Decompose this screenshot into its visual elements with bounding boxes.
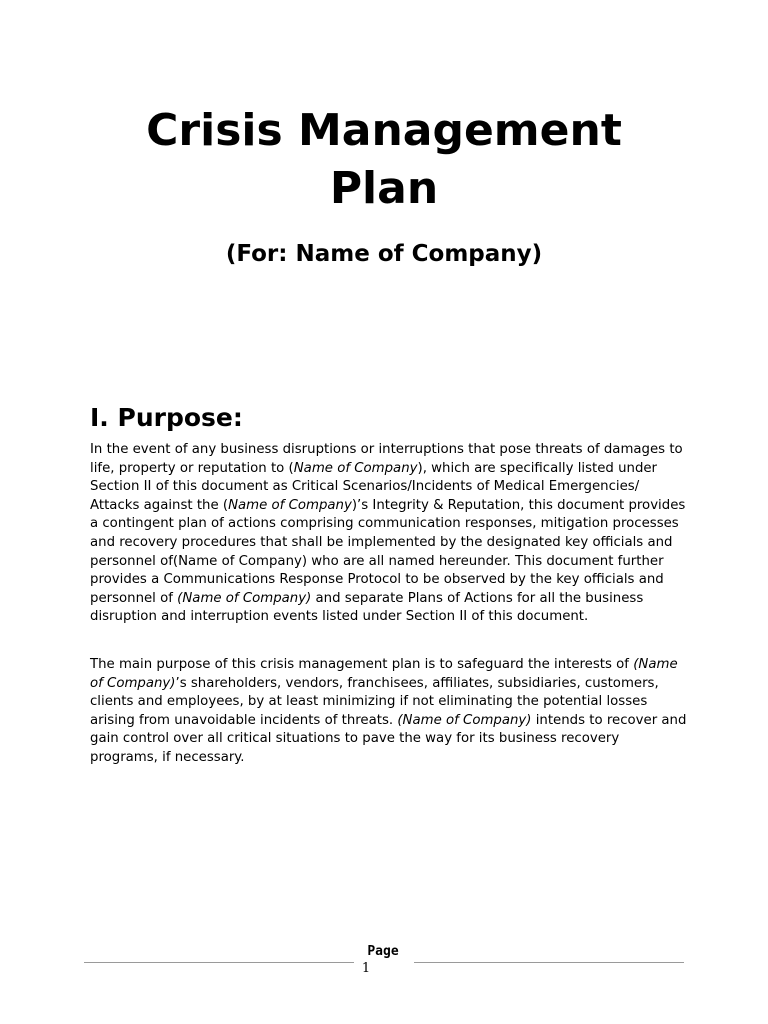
paragraph-text: The main purpose of this crisis management plan is to safeguard the interests of bbox=[90, 657, 634, 672]
paragraph-text: and separate Plans of Actions for all the business disruption and interruption events listed under Section II of this document. bbox=[90, 590, 644, 625]
page-subtitle: (For: Name of Company) bbox=[225, 241, 543, 267]
purpose-paragraph-1 bbox=[90, 441, 690, 627]
footer-page-label: Page bbox=[367, 944, 399, 959]
paragraph-text: ), which are specifically listed under Section II of this document as Critical Scenarios/Incidents of Medical Emergencies/ Attacks against the ( bbox=[90, 460, 658, 513]
page-title bbox=[0, 102, 768, 218]
company-name-placeholder: (Name of Company) bbox=[90, 657, 678, 691]
paragraph-text: In the event of any business disruptions or interruptions that pose threats of damages to life, property or reputation to ( bbox=[90, 442, 683, 476]
company-name-placeholder: (Name of Company) bbox=[177, 590, 312, 606]
paragraph-text: intends to recover and gain control over all critical situations to pave the way for its business recovery programs, if necessary. bbox=[90, 712, 687, 765]
footer-page-number: 1 bbox=[361, 961, 371, 976]
paragraph-text: )’s Integrity & Reputation, this document provides a contingent plan of actions comprising communication responses, mitigation processes and recovery procedures that shall be implemented by the designated key officials and personnel of(Name of Company) who are all named hereunder. This document further provides a Communications Response Protocol to be observed by the key officials and personnel of bbox=[90, 497, 686, 606]
purpose-paragraph-2 bbox=[90, 656, 690, 768]
company-name-placeholder: (Name of Company) bbox=[397, 712, 532, 728]
paragraph-text: ’s shareholders, vendors, franchisees, affiliates, subsidiaries, customers, clients and employees, by at least minimizing if not eliminating the potential losses arising from unavoidable incidents of threats. bbox=[90, 675, 659, 728]
footer-rule-right bbox=[414, 962, 684, 963]
company-name-placeholder: Name of Company bbox=[293, 460, 418, 476]
company-name-placeholder: Name of Company bbox=[228, 497, 352, 513]
title-line-2: Plan bbox=[329, 163, 439, 214]
title-line-1: Crisis Management bbox=[146, 105, 622, 156]
footer-rule-left bbox=[84, 962, 354, 963]
section-heading-purpose: I. Purpose: bbox=[90, 403, 243, 432]
